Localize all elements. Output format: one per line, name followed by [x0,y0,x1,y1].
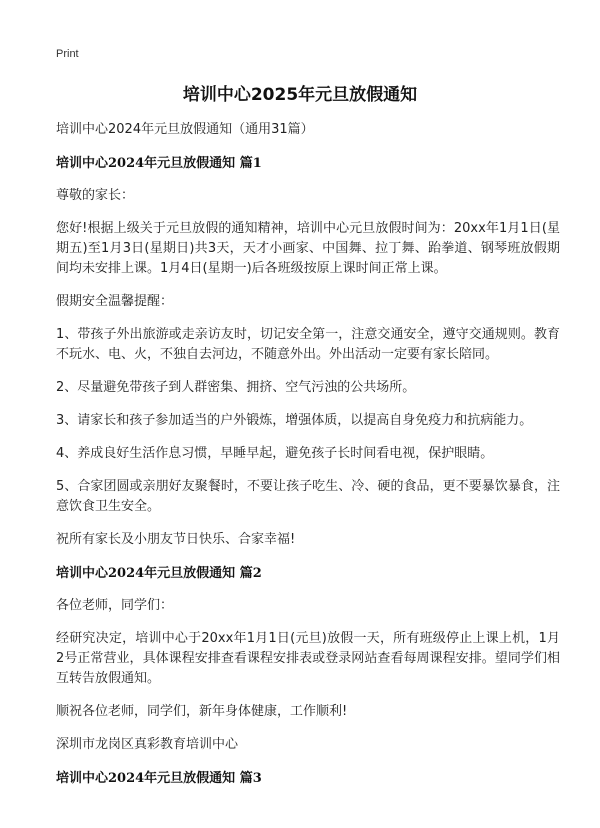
safety-tip-5: 5、合家团圆或亲朋好友聚餐时，不要让孩子吃生、冷、硬的食品，更不要暴饮暴食，注意饮食卫生安全。 [56,479,560,514]
section-heading-3: 培训中心2024年元旦放假通知 篇3 [56,771,262,786]
notice-body-paragraph: 经研究决定，培训中心于20xx年1月1日(元旦)放假一天，所有班级停止上课上机，1月2号正常营业，具体课程安排查看课程安排表或登录网站查看每周课程安排。望同学们相互转告放假通知。 [56,631,560,686]
page-title: 培训中心2025年元旦放假通知 [182,85,418,105]
document-subtitle: 培训中心2024年元旦放假通知（通用31篇） [56,122,314,137]
closing-wishes-2: 顺祝各位老师，同学们，新年身体健康，工作顺利! [56,704,348,719]
greeting-teachers-students: 各位老师，同学们： [56,598,174,613]
safety-reminder-heading: 假期安全温馨提醒： [56,294,174,309]
greeting-parents: 尊敬的家长： [56,188,135,203]
safety-tip-1: 1、带孩子外出旅游或走亲访友时，切记安全第一，注意交通安全，遵守交通规则。教育不玩水、电、火，不独自去河边，不随意外出。外出活动一定要有家长陪同。 [56,327,560,362]
safety-tip-3: 3、请家长和孩子参加适当的户外锻炼，增强体质，以提高自身免疫力和抗病能力。 [56,413,533,428]
print-link[interactable]: Print [56,48,79,60]
signature: 深圳市龙岗区真彩教育培训中心 [56,737,239,752]
safety-tip-2: 2、尽量避免带孩子到人群密集、拥挤、空气污浊的公共场所。 [56,380,416,395]
section-heading-1: 培训中心2024年元旦放假通知 篇1 [56,156,262,171]
section-heading-2: 培训中心2024年元旦放假通知 篇2 [56,566,262,581]
safety-tip-4: 4、养成良好生活作息习惯，早睡早起，避免孩子长时间看电视，保护眼睛。 [56,446,494,461]
notice-intro-paragraph: 您好!根据上级关于元旦放假的通知精神，培训中心元旦放假时间为：20xx年1月1日(星期五)至1月3日(星期日)共3天，天才小画家、中国舞、拉丁舞、跆拳道、钢琴班放假期间均未安排上课。1月4日(星期一)后各班级按原上课时间正常上课。 [56,221,560,276]
closing-wishes-1: 祝所有家长及小朋友节日快乐、合家幸福! [56,532,296,547]
document-body [56,120,560,801]
